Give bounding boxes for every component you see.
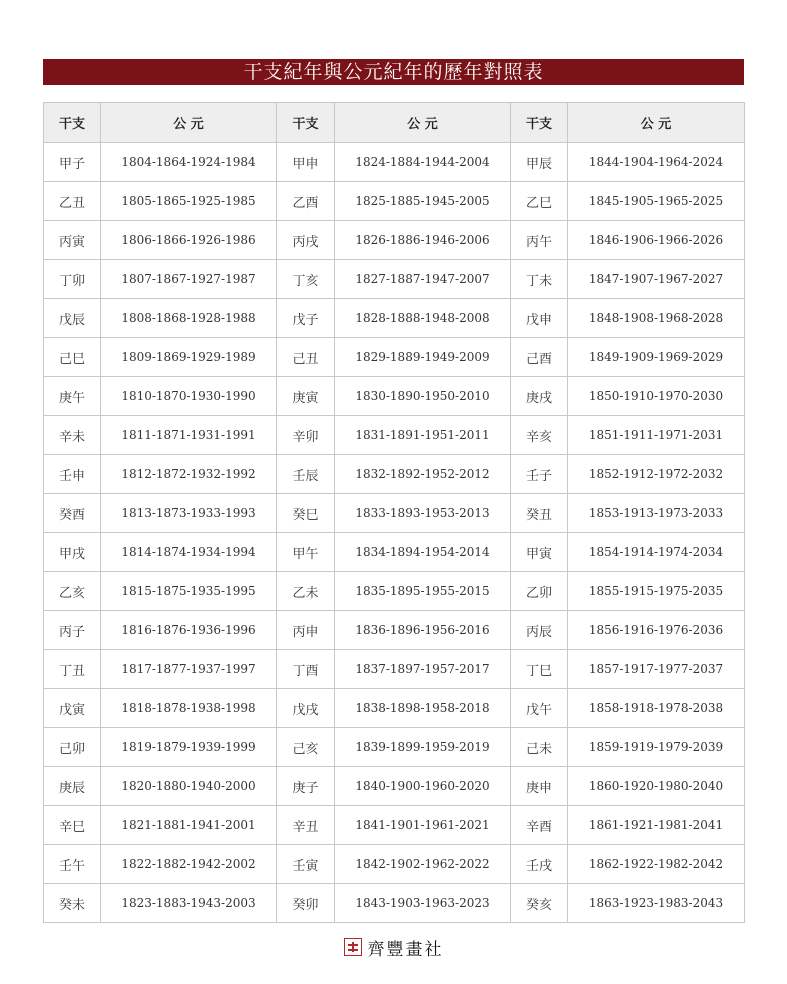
year-cell: 1817-1877-1937-1997 xyxy=(101,650,277,689)
table-row xyxy=(44,182,745,221)
ganzhi-cell: 己未 xyxy=(511,728,568,767)
ganzhi-cell: 丁丑 xyxy=(44,650,101,689)
ganzhi-cell: 丁酉 xyxy=(277,650,335,689)
column-header-ganzhi: 干支 xyxy=(277,103,335,143)
year-cell: 1805-1865-1925-1985 xyxy=(101,182,277,221)
year-cell: 1829-1889-1949-2009 xyxy=(335,338,511,377)
year-cell: 1862-1922-1982-2042 xyxy=(568,845,745,884)
year-cell: 1852-1912-1972-2032 xyxy=(568,455,745,494)
ganzhi-cell: 乙亥 xyxy=(44,572,101,611)
red-seal-icon xyxy=(344,938,362,956)
ganzhi-cell: 癸卯 xyxy=(277,884,335,923)
ganzhi-cell: 辛亥 xyxy=(511,416,568,455)
year-cell: 1842-1902-1962-2022 xyxy=(335,845,511,884)
year-cell: 1860-1920-1980-2040 xyxy=(568,767,745,806)
year-cell: 1833-1893-1953-2013 xyxy=(335,494,511,533)
ganzhi-cell: 庚辰 xyxy=(44,767,101,806)
ganzhi-cell: 甲辰 xyxy=(511,143,568,182)
year-cell: 1851-1911-1971-2031 xyxy=(568,416,745,455)
ganzhi-cell: 戊午 xyxy=(511,689,568,728)
year-cell: 1854-1914-1974-2034 xyxy=(568,533,745,572)
year-cell: 1814-1874-1934-1994 xyxy=(101,533,277,572)
year-cell: 1812-1872-1932-1992 xyxy=(101,455,277,494)
table-body xyxy=(44,143,745,923)
ganzhi-cell: 丙寅 xyxy=(44,221,101,260)
table-row xyxy=(44,806,745,845)
ganzhi-cell: 戊寅 xyxy=(44,689,101,728)
table-row xyxy=(44,611,745,650)
ganzhi-cell: 壬辰 xyxy=(277,455,335,494)
year-cell: 1831-1891-1951-2011 xyxy=(335,416,511,455)
year-cell: 1818-1878-1938-1998 xyxy=(101,689,277,728)
table-row xyxy=(44,299,745,338)
year-cell: 1841-1901-1961-2021 xyxy=(335,806,511,845)
year-cell: 1856-1916-1976-2036 xyxy=(568,611,745,650)
ganzhi-cell: 己酉 xyxy=(511,338,568,377)
year-cell: 1835-1895-1955-2015 xyxy=(335,572,511,611)
ganzhi-cell: 甲子 xyxy=(44,143,101,182)
table-row xyxy=(44,494,745,533)
ganzhi-cell: 己亥 xyxy=(277,728,335,767)
year-cell: 1820-1880-1940-2000 xyxy=(101,767,277,806)
table-row xyxy=(44,338,745,377)
column-header-year: 公 元 xyxy=(335,103,511,143)
table-row xyxy=(44,767,745,806)
brand-name: 齊豐畫社 xyxy=(367,939,444,960)
ganzhi-cell: 乙未 xyxy=(277,572,335,611)
ganzhi-cell: 辛酉 xyxy=(511,806,568,845)
year-cell: 1850-1910-1970-2030 xyxy=(568,377,745,416)
table-row xyxy=(44,143,745,182)
year-cell: 1807-1867-1927-1987 xyxy=(101,260,277,299)
ganzhi-cell: 壬午 xyxy=(44,845,101,884)
table-row xyxy=(44,689,745,728)
ganzhi-cell: 庚寅 xyxy=(277,377,335,416)
table-row xyxy=(44,884,745,923)
ganzhi-year-table xyxy=(43,102,745,923)
year-cell: 1804-1864-1924-1984 xyxy=(101,143,277,182)
year-cell: 1806-1866-1926-1986 xyxy=(101,221,277,260)
year-cell: 1816-1876-1936-1996 xyxy=(101,611,277,650)
column-header-year: 公 元 xyxy=(568,103,745,143)
year-cell: 1838-1898-1958-2018 xyxy=(335,689,511,728)
year-cell: 1808-1868-1928-1988 xyxy=(101,299,277,338)
ganzhi-cell: 庚午 xyxy=(44,377,101,416)
table-row xyxy=(44,416,745,455)
ganzhi-cell: 癸巳 xyxy=(277,494,335,533)
ganzhi-cell: 甲戌 xyxy=(44,533,101,572)
year-cell: 1823-1883-1943-2003 xyxy=(101,884,277,923)
table-row xyxy=(44,845,745,884)
year-cell: 1855-1915-1975-2035 xyxy=(568,572,745,611)
ganzhi-cell: 戊子 xyxy=(277,299,335,338)
year-cell: 1813-1873-1933-1993 xyxy=(101,494,277,533)
year-cell: 1849-1909-1969-2029 xyxy=(568,338,745,377)
year-cell: 1836-1896-1956-2016 xyxy=(335,611,511,650)
ganzhi-cell: 癸丑 xyxy=(511,494,568,533)
ganzhi-cell: 壬申 xyxy=(44,455,101,494)
ganzhi-cell: 丁巳 xyxy=(511,650,568,689)
year-cell: 1846-1906-1966-2026 xyxy=(568,221,745,260)
ganzhi-cell: 甲寅 xyxy=(511,533,568,572)
year-cell: 1837-1897-1957-2017 xyxy=(335,650,511,689)
year-cell: 1822-1882-1942-2002 xyxy=(101,845,277,884)
year-cell: 1810-1870-1930-1990 xyxy=(101,377,277,416)
ganzhi-cell: 癸亥 xyxy=(511,884,568,923)
ganzhi-cell: 乙丑 xyxy=(44,182,101,221)
ganzhi-cell: 甲申 xyxy=(277,143,335,182)
title-bar xyxy=(43,59,744,85)
year-cell: 1830-1890-1950-2010 xyxy=(335,377,511,416)
column-header-ganzhi: 干支 xyxy=(44,103,101,143)
year-cell: 1839-1899-1959-2019 xyxy=(335,728,511,767)
year-cell: 1858-1918-1978-2038 xyxy=(568,689,745,728)
ganzhi-cell: 己巳 xyxy=(44,338,101,377)
ganzhi-cell: 壬寅 xyxy=(277,845,335,884)
year-cell: 1819-1879-1939-1999 xyxy=(101,728,277,767)
ganzhi-cell: 辛卯 xyxy=(277,416,335,455)
ganzhi-cell: 丙申 xyxy=(277,611,335,650)
year-cell: 1811-1871-1931-1991 xyxy=(101,416,277,455)
table-row xyxy=(44,533,745,572)
ganzhi-cell: 庚子 xyxy=(277,767,335,806)
table-row xyxy=(44,728,745,767)
ganzhi-cell: 丙午 xyxy=(511,221,568,260)
year-cell: 1809-1869-1929-1989 xyxy=(101,338,277,377)
ganzhi-cell: 丁亥 xyxy=(277,260,335,299)
year-cell: 1825-1885-1945-2005 xyxy=(335,182,511,221)
year-cell: 1826-1886-1946-2006 xyxy=(335,221,511,260)
ganzhi-cell: 辛巳 xyxy=(44,806,101,845)
year-cell: 1847-1907-1967-2027 xyxy=(568,260,745,299)
table-row xyxy=(44,260,745,299)
year-cell: 1844-1904-1964-2024 xyxy=(568,143,745,182)
year-cell: 1861-1921-1981-2041 xyxy=(568,806,745,845)
ganzhi-cell: 庚戌 xyxy=(511,377,568,416)
year-cell: 1821-1881-1941-2001 xyxy=(101,806,277,845)
ganzhi-cell: 己卯 xyxy=(44,728,101,767)
year-cell: 1832-1892-1952-2012 xyxy=(335,455,511,494)
ganzhi-cell: 丁未 xyxy=(511,260,568,299)
table-row xyxy=(44,221,745,260)
year-cell: 1843-1903-1963-2023 xyxy=(335,884,511,923)
footer-logo xyxy=(0,932,787,962)
year-cell: 1840-1900-1960-2020 xyxy=(335,767,511,806)
ganzhi-cell: 乙酉 xyxy=(277,182,335,221)
ganzhi-cell: 辛未 xyxy=(44,416,101,455)
table-header-row xyxy=(44,103,745,143)
ganzhi-cell: 癸未 xyxy=(44,884,101,923)
ganzhi-cell: 丁卯 xyxy=(44,260,101,299)
ganzhi-cell: 己丑 xyxy=(277,338,335,377)
ganzhi-cell: 丙辰 xyxy=(511,611,568,650)
ganzhi-cell: 戊辰 xyxy=(44,299,101,338)
table-row xyxy=(44,650,745,689)
column-header-ganzhi: 干支 xyxy=(511,103,568,143)
ganzhi-cell: 丙戌 xyxy=(277,221,335,260)
table-row xyxy=(44,572,745,611)
ganzhi-cell: 庚申 xyxy=(511,767,568,806)
year-cell: 1857-1917-1977-2037 xyxy=(568,650,745,689)
ganzhi-cell: 甲午 xyxy=(277,533,335,572)
year-cell: 1827-1887-1947-2007 xyxy=(335,260,511,299)
column-header-year: 公 元 xyxy=(101,103,277,143)
year-cell: 1828-1888-1948-2008 xyxy=(335,299,511,338)
ganzhi-cell: 癸酉 xyxy=(44,494,101,533)
year-cell: 1863-1923-1983-2043 xyxy=(568,884,745,923)
year-cell: 1848-1908-1968-2028 xyxy=(568,299,745,338)
table-row xyxy=(44,455,745,494)
table-row xyxy=(44,377,745,416)
ganzhi-cell: 戊申 xyxy=(511,299,568,338)
ganzhi-cell: 壬子 xyxy=(511,455,568,494)
page-title: 干支紀年與公元紀年的歷年對照表 xyxy=(243,61,544,83)
ganzhi-cell: 辛丑 xyxy=(277,806,335,845)
ganzhi-cell: 乙卯 xyxy=(511,572,568,611)
ganzhi-cell: 乙巳 xyxy=(511,182,568,221)
year-cell: 1853-1913-1973-2033 xyxy=(568,494,745,533)
year-cell: 1859-1919-1979-2039 xyxy=(568,728,745,767)
ganzhi-cell: 丙子 xyxy=(44,611,101,650)
ganzhi-cell: 壬戌 xyxy=(511,845,568,884)
year-cell: 1824-1884-1944-2004 xyxy=(335,143,511,182)
year-cell: 1815-1875-1935-1995 xyxy=(101,572,277,611)
year-cell: 1845-1905-1965-2025 xyxy=(568,182,745,221)
year-cell: 1834-1894-1954-2014 xyxy=(335,533,511,572)
ganzhi-cell: 戊戌 xyxy=(277,689,335,728)
